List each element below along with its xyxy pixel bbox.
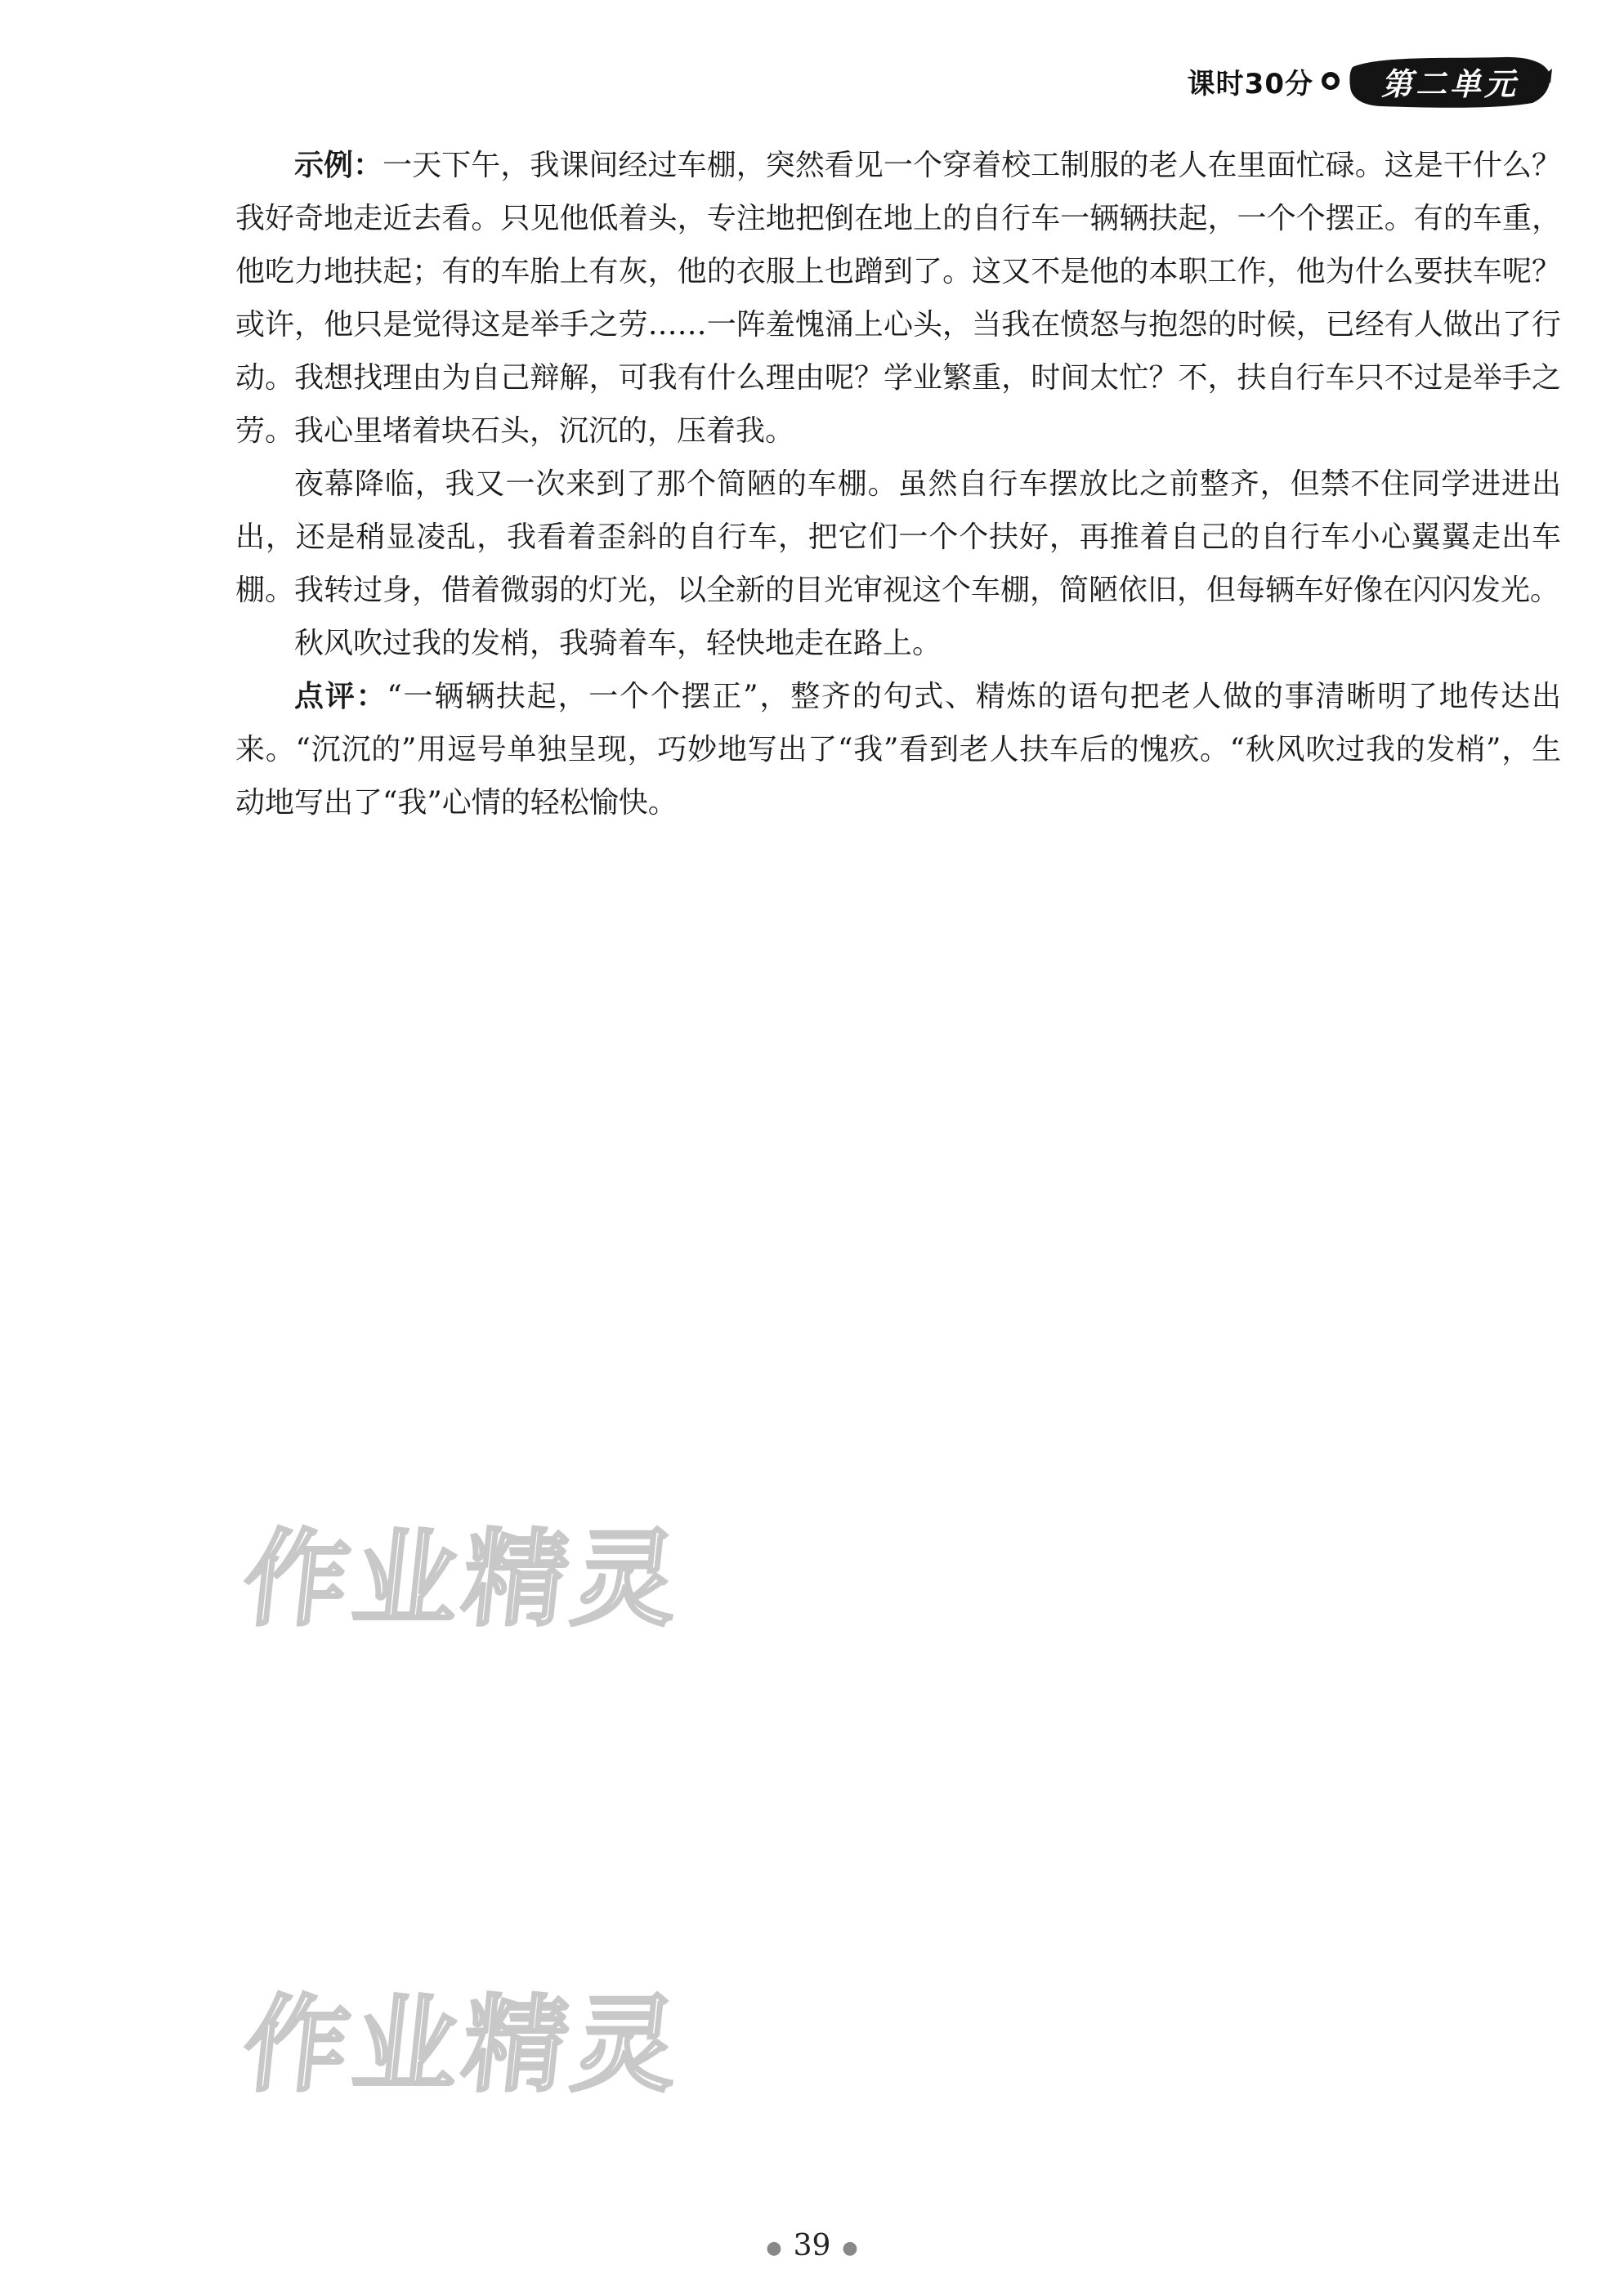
essay-content <box>235 139 1561 829</box>
paragraph-text: “一辆辆扶起，一个个摆正”，整齐的句式、精炼的语句把老人做的事清晰明了地传达出来。“沉沉的”用逗号单独呈现，巧妙地写出了“我”看到老人扶车后的愧疚。“秋风吹过我的发梢”，生动地写出了“我”心情的轻松愉快。 <box>235 680 1561 820</box>
paragraph-comment <box>235 670 1561 829</box>
page-header <box>1188 51 1552 111</box>
paragraph-example <box>235 139 1561 458</box>
comment-lead: 点评： <box>294 680 387 713</box>
paragraph-text: 夜幕降临，我又一次来到了那个简陋的车棚。虽然自行车摆放比之前整齐，但禁不住同学进进出出，还是稍显凌乱，我看着歪斜的自行车，把它们一个个扶好，再推着自己的自行车小心翼翼走出车棚。我转过身，借着微弱的灯光，以全新的目光审视这个车棚，简陋依旧，但每辆车好像在闪闪发光。 <box>235 467 1561 607</box>
header-dot-icon: ● <box>1322 72 1340 90</box>
footer-dot-icon: ● <box>842 2237 858 2258</box>
watermark: 作业精灵 <box>237 1985 689 2106</box>
paragraph-text: 一天下午，我课间经过车棚，突然看见一个穿着校工制服的老人在里面忙碌。这是干什么？我好奇地走近去看。只见他低着头，专注地把倒在地上的自行车一辆辆扶起，一个个摆正。有的车重，他吃力地扶起；有的车胎上有灰，他的衣服上也蹭到了。这又不是他的本职工作，他为什么要扶车呢？或许，他只是觉得这是举手之劳……一阵羞愧涌上心头，当我在愤怒与抱怨的时候，已经有人做出了行动。我想找理由为自己辩解，可我有什么理由呢？学业繁重，时间太忙？不，扶自行车只不过是举手之劳。我心里堵着块石头，沉沉的，压着我。 <box>235 149 1561 448</box>
paragraph-text: 秋风吹过我的发梢，我骑着车，轻快地走在路上。 <box>294 627 942 660</box>
paragraph-night <box>235 458 1561 617</box>
header-label: 课时30分 <box>1187 67 1313 101</box>
footer-dot-icon: ● <box>766 2237 782 2258</box>
unit-title: 第二单元 <box>1380 65 1519 102</box>
unit-banner <box>1348 51 1552 111</box>
example-lead: 示例： <box>294 149 383 182</box>
paragraph-autumn <box>235 617 1561 670</box>
page-footer <box>0 2229 1624 2262</box>
page-number: 39 <box>793 2229 831 2262</box>
watermark: 作业精灵 <box>237 1519 689 1641</box>
